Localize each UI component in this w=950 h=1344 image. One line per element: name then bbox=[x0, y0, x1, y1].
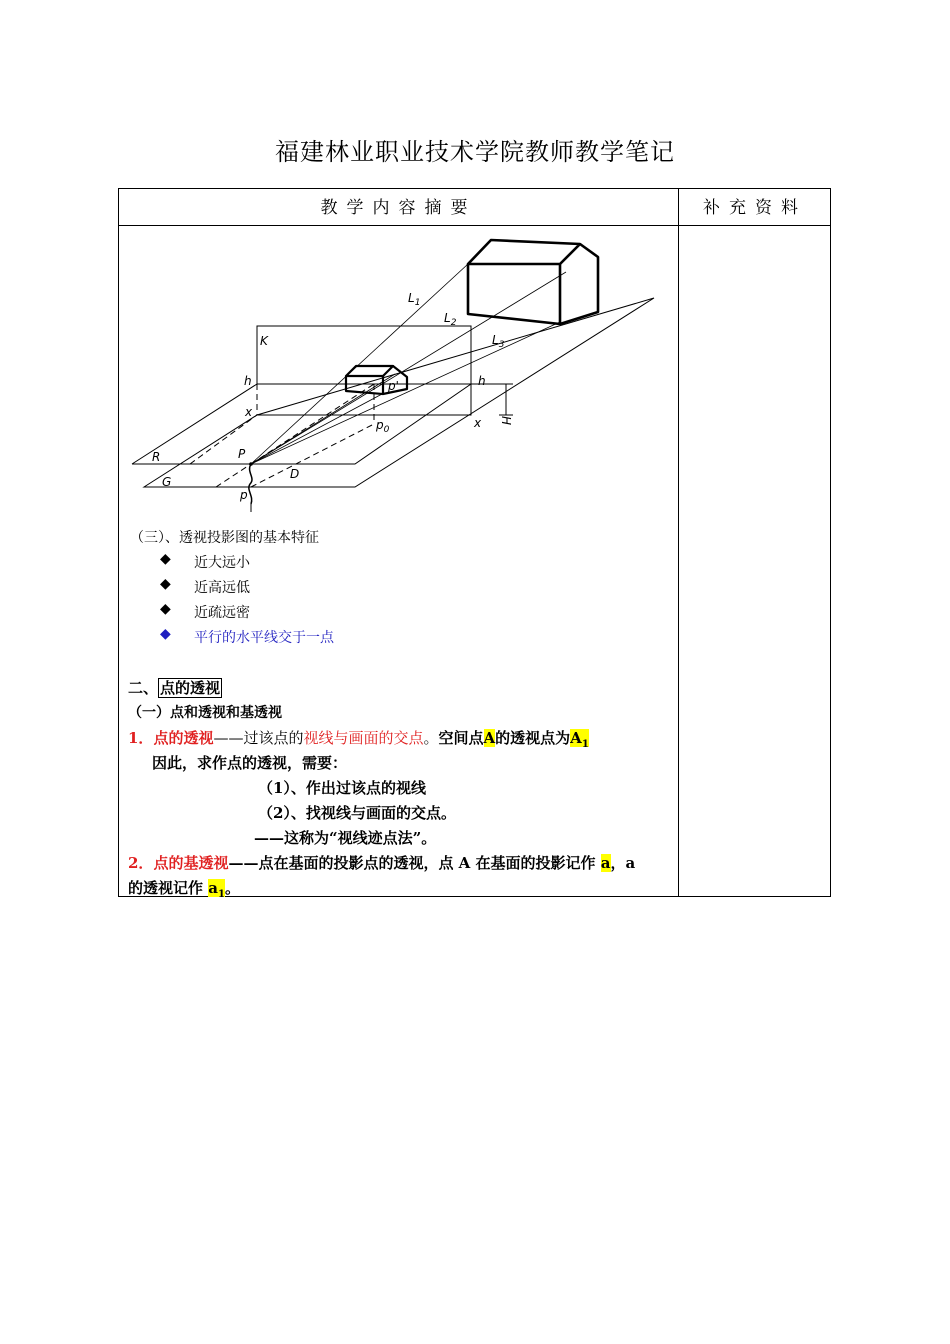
step-1: （1）、作出过该点的视线 bbox=[258, 779, 426, 797]
p1-mid: 的透视点为 bbox=[495, 729, 571, 747]
observer-mark bbox=[249, 464, 252, 504]
p4-end: 。 bbox=[224, 879, 240, 897]
label-L2: $L_2$ bbox=[444, 311, 457, 328]
p3-text: ——点在基面的投影点的透视，点 A 在基面的投影记作 bbox=[228, 854, 601, 872]
p3-comma: ，a bbox=[610, 854, 636, 872]
p1-point-A1: $A_1$ bbox=[570, 729, 589, 750]
column-divider bbox=[678, 189, 679, 896]
feature-item-4: 平行的水平线交于一点 bbox=[194, 630, 334, 646]
label-D: D bbox=[290, 467, 300, 481]
label-h-right: h bbox=[478, 374, 486, 388]
label-P: P bbox=[238, 447, 246, 461]
p1-definition: 视线与画面的交点 bbox=[303, 729, 424, 747]
label-x-right: x bbox=[474, 416, 482, 430]
perspective-diagram bbox=[130, 234, 670, 514]
base-perspective-continued bbox=[128, 877, 240, 900]
label-L3: $L_3$ bbox=[492, 333, 505, 350]
diamond-bullet-icon: ◆ bbox=[160, 551, 171, 567]
feature-item-2: 近高远低 bbox=[194, 580, 250, 596]
diamond-bullet-icon: ◆ bbox=[160, 601, 171, 617]
house-large bbox=[468, 240, 580, 264]
p1-point-A: A bbox=[483, 729, 496, 747]
label-R: R bbox=[152, 450, 161, 464]
p1-text: 空间点 bbox=[438, 729, 484, 747]
p1-end: 。 bbox=[423, 729, 439, 747]
header-divider bbox=[119, 225, 830, 226]
section3-heading: （三）、透视投影图的基本特征 bbox=[130, 530, 319, 546]
p1-dash: ——过该点的 bbox=[213, 729, 304, 747]
header-side: 补充资料 bbox=[703, 198, 807, 218]
diamond-bullet-icon: ◆ bbox=[160, 626, 171, 642]
p4-text: 的透视记作 bbox=[128, 879, 209, 897]
p1-term: 点的透视 bbox=[153, 729, 214, 747]
header-main: 教学内容摘要 bbox=[320, 198, 477, 218]
p3-point-a: a bbox=[600, 854, 611, 872]
label-H: H bbox=[499, 416, 513, 426]
page-title: 福建林业职业技术学院教师教学笔记 bbox=[275, 138, 675, 166]
feature-item-3: 近疏远密 bbox=[194, 605, 250, 621]
label-h-left: h bbox=[244, 374, 252, 388]
house-small bbox=[346, 366, 393, 376]
label-G: G bbox=[162, 475, 172, 489]
p3-number: 2． bbox=[128, 854, 154, 872]
sub1-heading: （一）点和透视和基透视 bbox=[128, 705, 282, 721]
section-two-title: 点的透视 bbox=[160, 679, 221, 697]
diamond-bullet-icon: ◆ bbox=[160, 576, 171, 592]
method-intro: 因此，求作点的透视，需要： bbox=[152, 754, 348, 772]
horizon-plane bbox=[132, 384, 471, 464]
section-two-heading bbox=[128, 677, 222, 698]
section-two-prefix: 二、 bbox=[128, 679, 159, 697]
sight-line-L3 bbox=[251, 322, 560, 464]
label-p: p bbox=[240, 488, 248, 502]
label-x-left: x bbox=[245, 405, 253, 419]
p4-point-a1: $a_1$ bbox=[208, 879, 225, 900]
label-p0: $p_0$ bbox=[376, 418, 390, 435]
base-perspective-definition bbox=[128, 852, 635, 873]
method-name: ——这称为“视线迹点法”。 bbox=[254, 829, 437, 847]
picture-plane bbox=[257, 326, 471, 415]
point-perspective-definition bbox=[128, 727, 589, 750]
step-2: （2）、找视线与画面的交点。 bbox=[258, 804, 456, 822]
label-K: K bbox=[260, 334, 268, 348]
sight-line-L1 bbox=[251, 264, 468, 464]
feature-item-1: 近大远小 bbox=[194, 555, 250, 571]
label-p-prime: p' bbox=[388, 379, 399, 393]
label-L1: $L_1$ bbox=[408, 291, 421, 308]
p3-term: 点的基透视 bbox=[153, 854, 229, 872]
p1-number: 1． bbox=[128, 729, 154, 747]
